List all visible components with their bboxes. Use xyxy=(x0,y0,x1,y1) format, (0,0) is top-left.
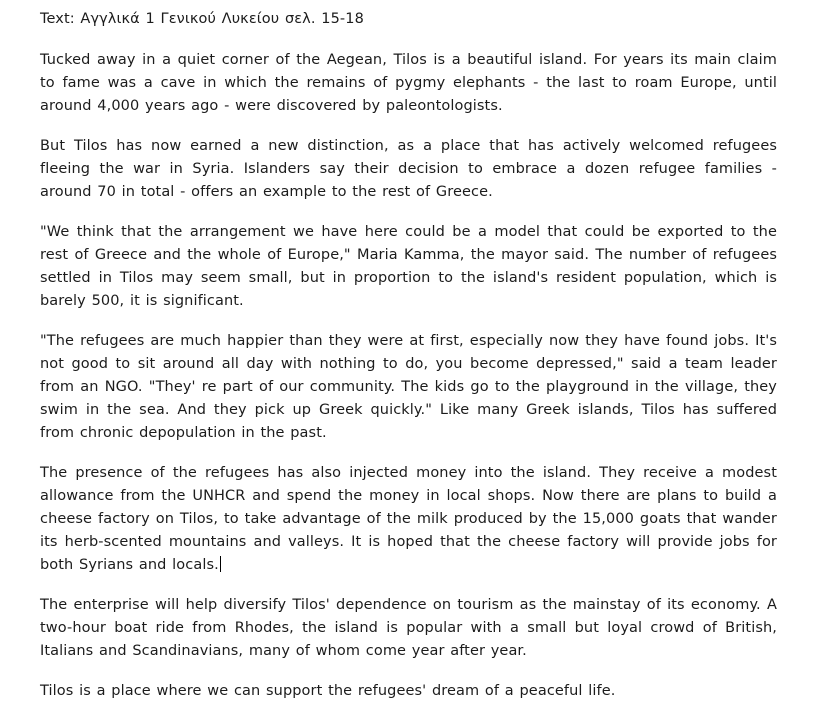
paragraph[interactable] xyxy=(40,594,777,663)
paragraph-text: Tilos is a place where we can support the refugees' dream of a peaceful life. xyxy=(40,683,616,699)
text-cursor xyxy=(220,556,222,571)
paragraph-text: But Tilos has now earned a new distinction, as a place that has actively welcomed refugees fleeing the war in Syria. Islanders say their decision to embrace a dozen refugee families - around 70 in total - offers an example to the rest of Greece. xyxy=(40,138,777,200)
paragraph-text: "We think that the arrangement we have here could be a model that could be exported to the rest of Greece and the whole of Europe," Maria Kamma, the mayor said. The number of refugees settled in Tilos may seem small, but in proportion to the island's resident population, which is barely 500, it is significant. xyxy=(40,224,777,309)
paragraph[interactable] xyxy=(40,135,777,204)
paragraph-text: The presence of the refugees has also injected money into the island. They receive a modest allowance from the UNHCR and spend the money in local shops. Now there are plans to build a cheese factory on Tilos, to take advantage of the milk produced by the 15,000 goats that wander its herb-scented mountains and valleys. It is hoped that the cheese factory will provide jobs for both Syrians and locals. xyxy=(40,465,777,573)
paragraph[interactable] xyxy=(40,330,777,445)
paragraph[interactable] xyxy=(40,49,777,118)
paragraph-text: Tucked away in a quiet corner of the Aegean, Tilos is a beautiful island. For years its main claim to fame was a cave in which the remains of pygmy elephants - the last to roam Europe, until around 4,000 years ago - were discovered by paleontologists. xyxy=(40,52,777,114)
document-title-text: Text: Αγγλικά 1 Γενικού Λυκείου σελ. 15-18 xyxy=(40,11,364,27)
paragraph-text: The enterprise will help diversify Tilos' dependence on tourism as the mainstay of its economy. A two-hour boat ride from Rhodes, the island is popular with a small but loyal crowd of British, Italians and Scandinavians, many of whom come year after year. xyxy=(40,597,777,659)
paragraph[interactable] xyxy=(40,221,777,313)
paragraph-text: "The refugees are much happier than they were at first, especially now they have found jobs. It's not good to sit around all day with nothing to do, you become depressed," said a team leader from an NGO. "They' re part of our community. The kids go to the playground in the village, they swim in the sea. And they pick up Greek quickly." Like many Greek islands, Tilos has suffered from chronic depopulation in the past. xyxy=(40,333,777,441)
document-title[interactable] xyxy=(40,8,777,31)
paragraph[interactable] xyxy=(40,462,777,577)
paragraph[interactable] xyxy=(40,680,777,703)
